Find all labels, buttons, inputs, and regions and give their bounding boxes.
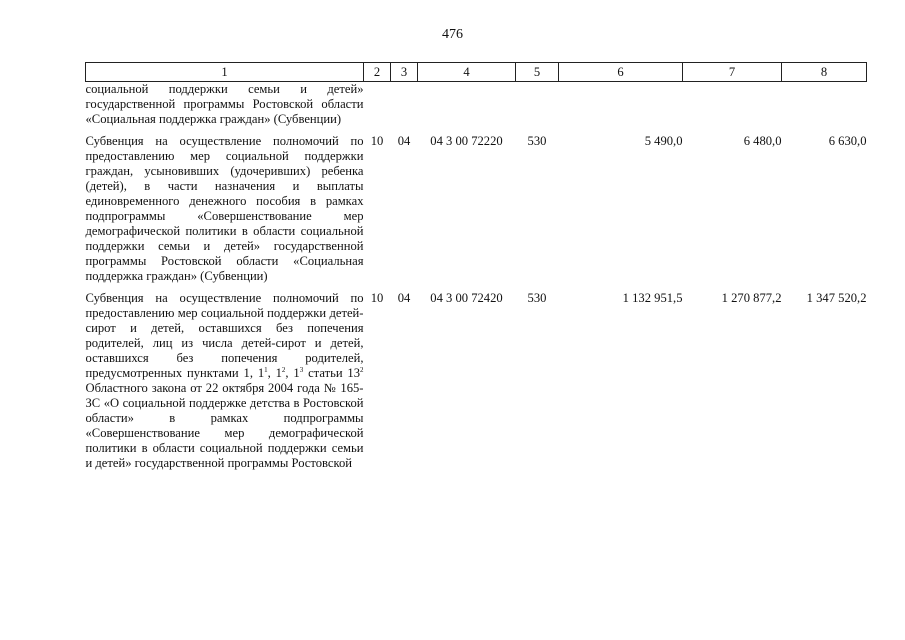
header-col-7: 7 <box>683 63 782 82</box>
description-text: Областного закона от 22 октября 2004 года № 165-ЗС «О социальной поддержке детства в Ростовской области» в рамках подпрограммы «Совершенствование мер демографической политики в области социальной поддержки семьи и детей» государственной программы Ростовской <box>85 381 364 470</box>
table-header-row <box>86 63 867 82</box>
row-target-article: 04 3 00 72220 <box>430 134 503 148</box>
row-amount-year-2: 1 270 877,2 <box>721 291 782 305</box>
row-description: социальной поддержки семьи и детей» государственной программы Ростовской области «Социальная поддержка граждан» (Субвенции) <box>85 82 364 126</box>
row-expense-type: 530 <box>527 134 547 148</box>
budget-table <box>85 62 867 471</box>
row-description: Субвенция на осуществление полномочий по предоставлению мер социальной поддержки граждан, усыновивших (удочеривших) ребенка (детей), в части назначения и выплаты единовременного денежного пособия в рамках подпрограммы «Совершенствование мер демографической политики в области социальной поддержки семьи и детей» государственной программы Ростовской области «Социальная поддержка граждан» (Субвенции) <box>85 134 364 283</box>
description-text: Субвенция на осуществление полномочий по предоставлению мер социальной поддержки детей-сирот и детей, оставшихся без попечения родителей, лиц из числа детей-сирот и детей, оставшихся без попечения родителей, предусмотренных пунктами 1, 1 <box>85 291 364 380</box>
row-amount-year-3 <box>782 82 867 128</box>
row-subsection: 04 <box>397 134 411 148</box>
table-row <box>86 127 867 284</box>
header-col-1: 1 <box>86 63 364 82</box>
description-text: статьи 13 <box>303 366 361 380</box>
page-number: 476 <box>442 27 463 42</box>
header-col-8: 8 <box>782 63 867 82</box>
row-expense-type: 530 <box>527 291 547 305</box>
superscript: 1 <box>264 366 268 374</box>
description-text: , 1 <box>267 366 282 380</box>
row-description <box>86 284 364 471</box>
row-amount-year-1: 5 490,0 <box>644 134 683 148</box>
row-target-article: 04 3 00 72420 <box>430 291 503 305</box>
row-subsection <box>391 82 418 128</box>
row-expense-type <box>516 82 559 128</box>
row-amount-year-2: 6 480,0 <box>743 134 782 148</box>
header-col-5: 5 <box>516 63 559 82</box>
row-section: 10 <box>370 134 384 148</box>
superscript: 3 <box>299 366 304 374</box>
header-col-4: 4 <box>418 63 516 82</box>
row-section: 10 <box>370 291 384 305</box>
header-col-3: 3 <box>391 63 418 82</box>
row-subsection: 04 <box>397 291 411 305</box>
header-col-6: 6 <box>559 63 683 82</box>
row-amount-year-1: 1 132 951,5 <box>622 291 683 305</box>
row-amount-year-1 <box>559 82 683 128</box>
table-row <box>86 284 867 471</box>
row-section <box>364 82 391 128</box>
header-col-2: 2 <box>364 63 391 82</box>
superscript: 2 <box>360 366 364 374</box>
row-amount-year-3: 6 630,0 <box>828 134 867 148</box>
row-target-article <box>418 82 516 128</box>
table-row <box>86 82 867 128</box>
row-amount-year-3: 1 347 520,2 <box>806 291 867 305</box>
superscript: 2 <box>281 366 286 374</box>
description-text: , 1 <box>285 366 300 380</box>
row-amount-year-2 <box>683 82 782 128</box>
